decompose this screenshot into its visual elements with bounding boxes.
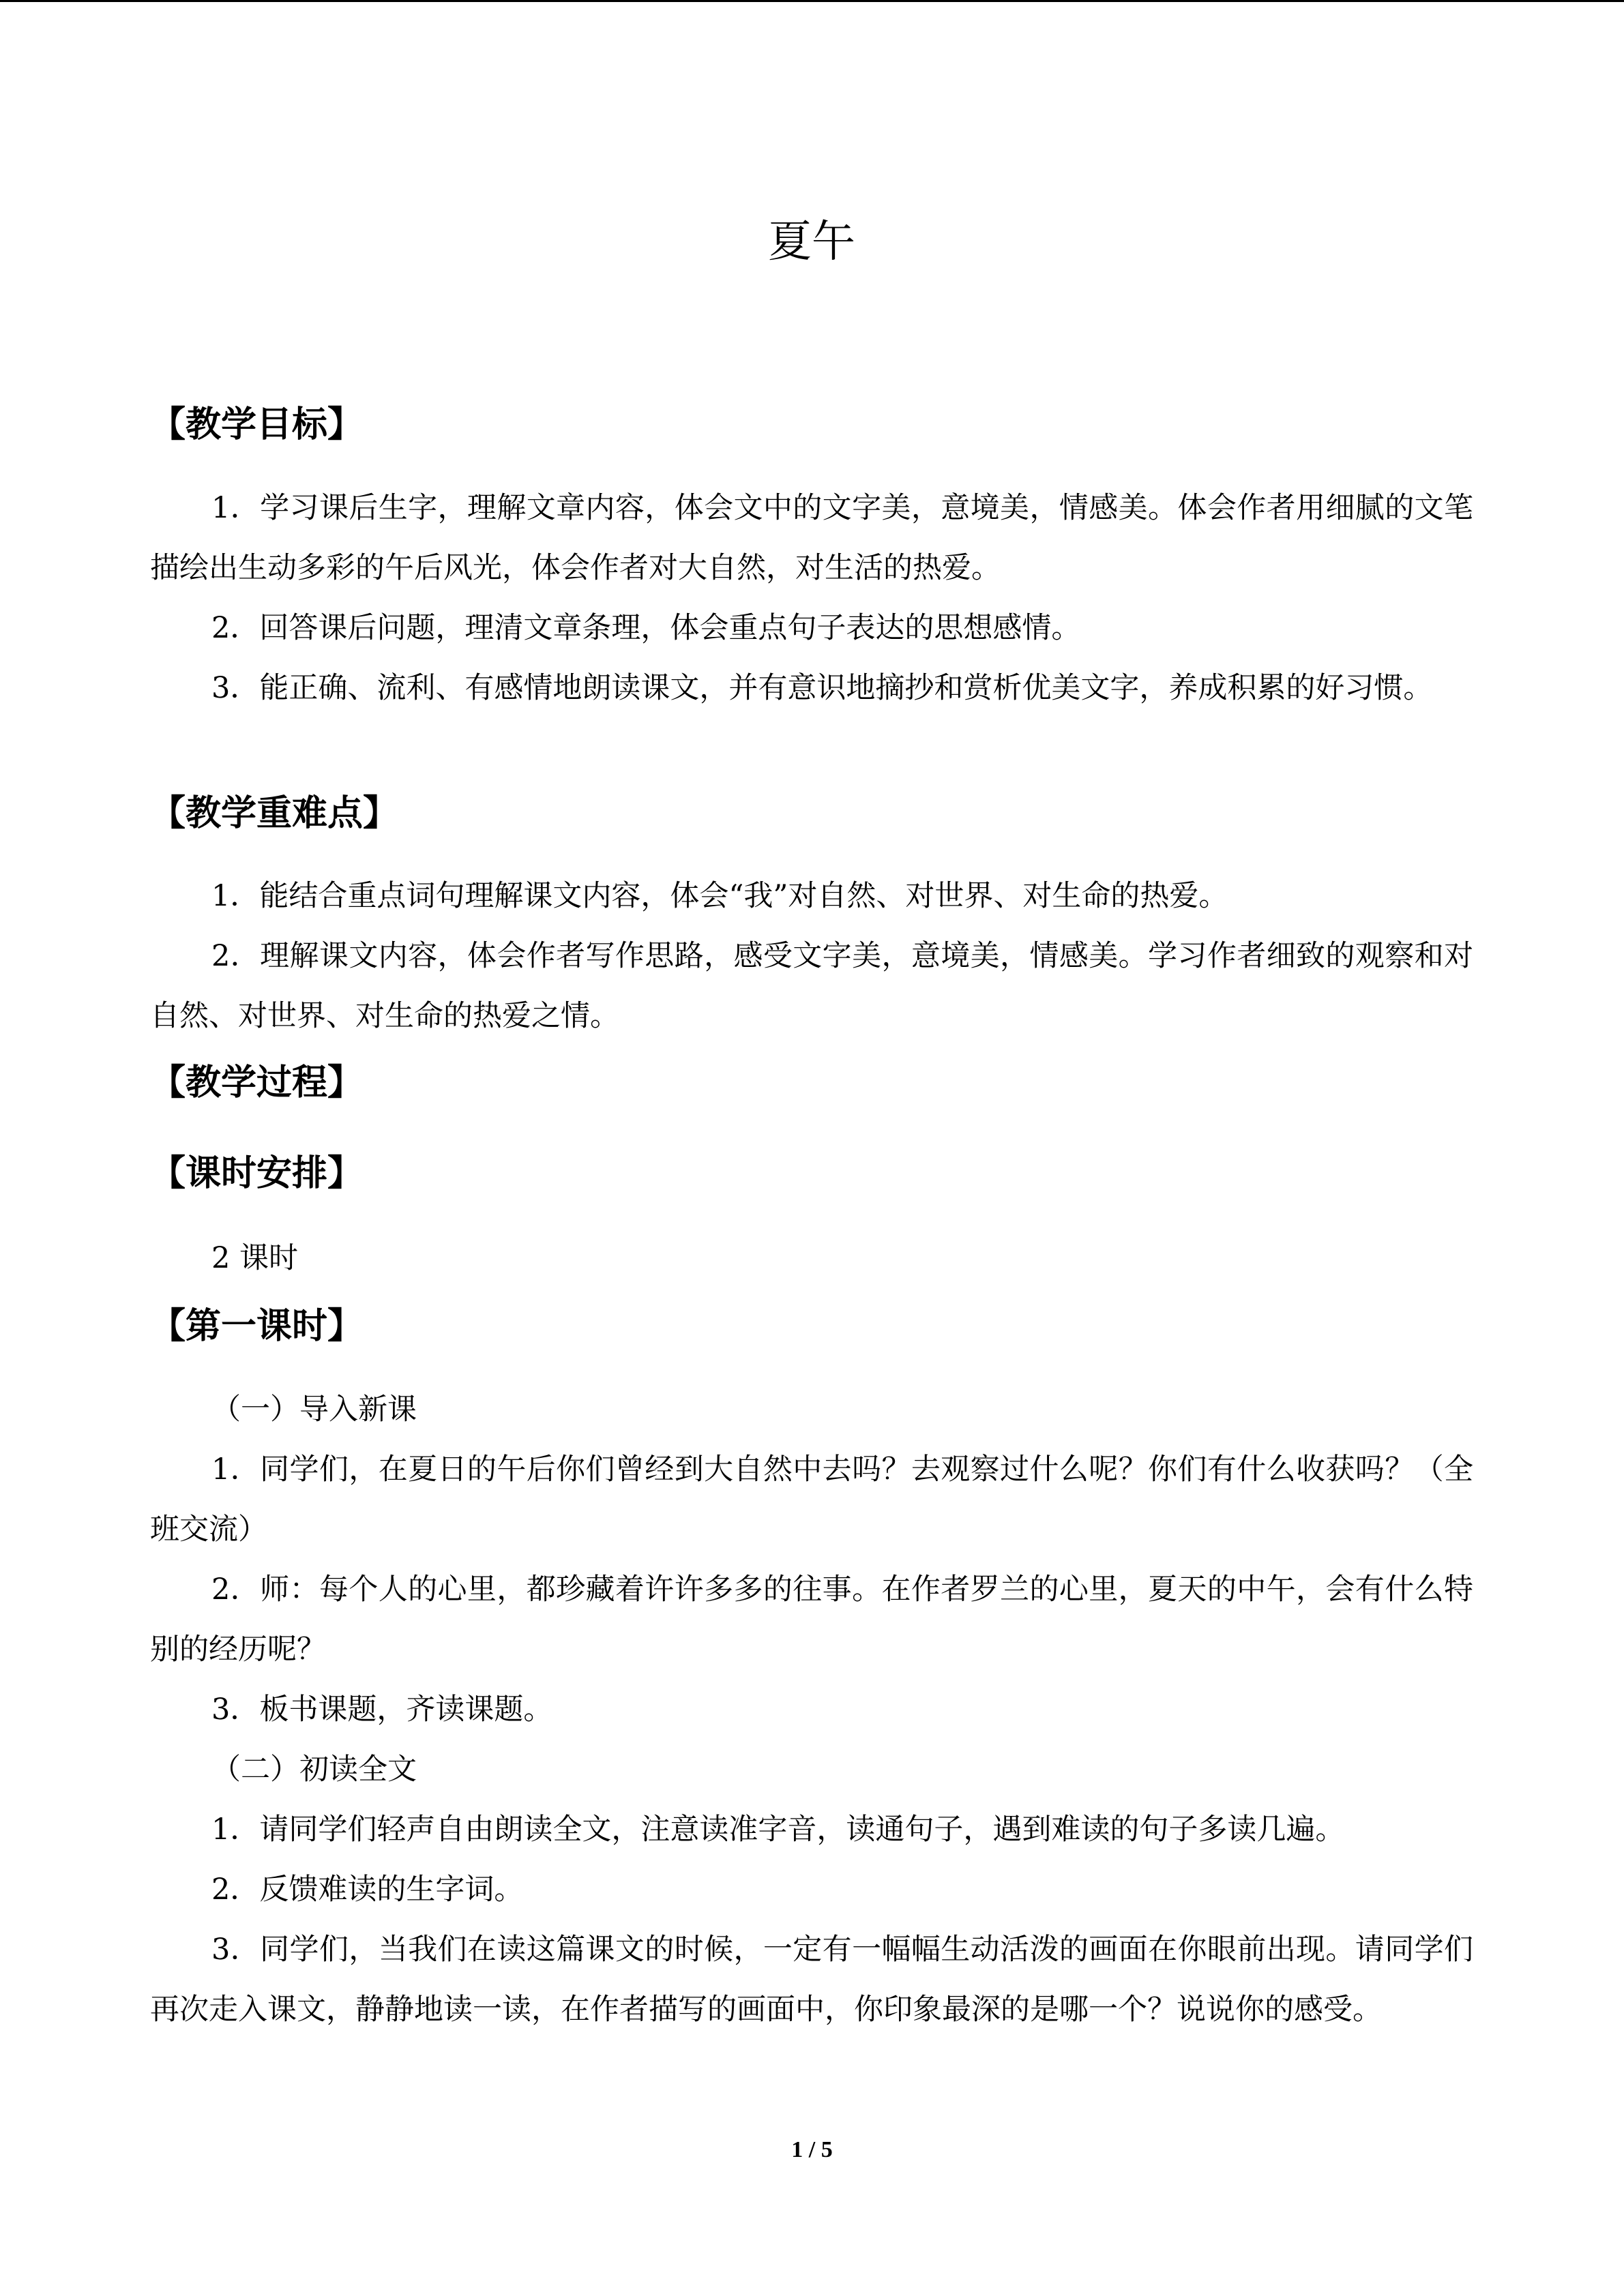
part2-heading: （二）初读全文	[211, 1753, 417, 1787]
section-heading-process: 【教学过程】	[150, 1062, 364, 1103]
difficulty-paragraph-1: 1．能结合重点词句理解课文内容，体会“我”对自然、对世界、对生命的热爱。	[211, 879, 1228, 913]
section-heading-lesson1: 【第一课时】	[150, 1306, 364, 1347]
part1-paragraph-1: 1．同学们，在夏日的午后你们曾经到大自然中去吗？去观察过什么呢？你们有什么收获吗？（全班交流）	[150, 1452, 1473, 1547]
goal-paragraph-1: 1．学习课后生字，理解文章内容，体会文中的文字美，意境美，情感美。体会作者用细腻的文笔描绘出生动多彩的午后风光，体会作者对大自然，对生活的热爱。	[150, 491, 1473, 585]
part1-paragraph-3: 3．板书课题，齐读课题。	[211, 1693, 553, 1727]
section-heading-schedule: 【课时安排】	[150, 1153, 364, 1194]
part2-paragraph-1: 1．请同学们轻声自由朗读全文，注意读准字音，读通句子，遇到难读的句子多读几遍。	[211, 1813, 1345, 1847]
section-heading-goals: 【教学目标】	[150, 404, 364, 445]
goal-paragraph-3: 3．能正确、流利、有感情地朗读课文，并有意识地摘抄和赏析优美文字，养成积累的好习惯。	[211, 671, 1433, 705]
section-heading-difficulties: 【教学重难点】	[150, 793, 399, 834]
page-number: 1 / 5	[791, 2137, 833, 2162]
top-border-line	[0, 0, 1624, 2]
part1-paragraph-2: 2．师：每个人的心里，都珍藏着许许多多的往事。在作者罗兰的心里，夏天的中午，会有什么特别的经历呢？	[150, 1572, 1473, 1667]
difficulty-paragraph-2: 2．理解课文内容，体会作者写作思路，感受文字美，意境美，情感美。学习作者细致的观察和对自然、对世界、对生命的热爱之情。	[150, 939, 1473, 1033]
part2-paragraph-3: 3．同学们，当我们在读这篇课文的时候，一定有一幅幅生动活泼的画面在你眼前出现。请同学们再次走入课文，静静地读一读，在作者描写的画面中，你印象最深的是哪一个？说说你的感受。	[150, 1933, 1473, 2027]
document-title: 夏午	[768, 217, 855, 267]
schedule-text: 2 课时	[211, 1241, 299, 1275]
goal-paragraph-2: 2．回答课后问题，理清文章条理，体会重点句子表达的思想感情。	[211, 611, 1081, 645]
part1-heading: （一）导入新课	[211, 1392, 417, 1427]
part2-paragraph-2: 2．反馈难读的生字词。	[211, 1873, 524, 1907]
